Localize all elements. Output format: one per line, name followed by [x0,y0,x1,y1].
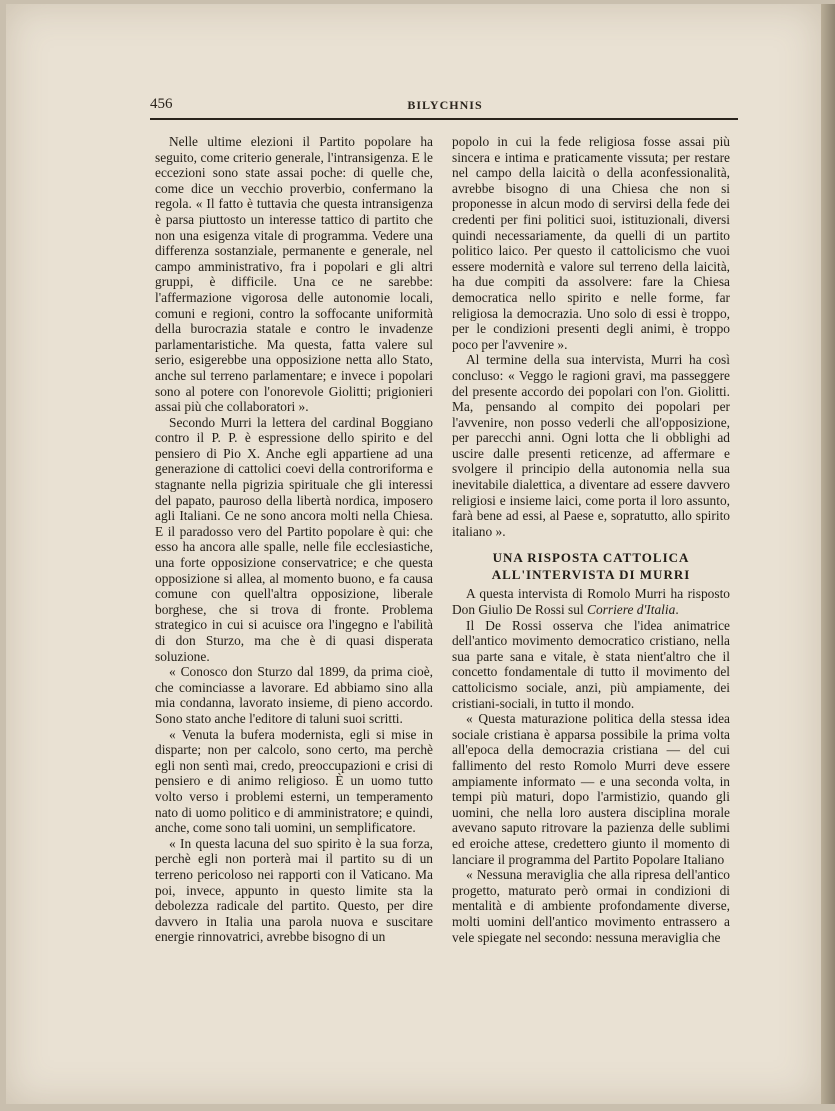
header-rule [150,118,738,120]
running-head: BILYCHNIS [407,98,483,112]
section-title-line: UNA RISPOSTA CATTOLICA [492,550,690,566]
right-column [452,134,730,945]
paragraph: « Nessuna meraviglia che alla ripresa dell'antico progetto, maturato però ormai in condizioni di mentalità e di ambiente profondamente diverse, molti uomini dell'antico movimento entrassero a vele spiegate nel secondo: nessuna meraviglia che [452,867,730,945]
page-header [150,94,740,116]
paragraph: Il De Rossi osserva che l'idea animatrice dell'antico movimento democratico cristiano, nella sua parte sana e vitale, è stata nient'altro che il concetto fondamentale di tutto il movimento del cattolicismo sociale, anzi, più ampiamente, dei cristiani-sociali, in tutto il mondo. [452,617,730,711]
section-title-line: ALL'INTERVISTA DI MURRI [491,567,691,583]
paragraph: Al termine della sua intervista, Murri ha così concluso: « Veggo le ragioni gravi, ma passeggere del presente accordo dei popolari con l'on. Giolitti. Ma, pensando al compito dei popolari per l'avvenire, non posso vederli che all'opposizione, per parecchi anni. Ogni lotta che li obblighi ad uscire dalle presenti reticenze, ad affermare e svolgere il principio della autonomia nella sua inevitabile dialettica, a diventare ad essere davvero religiosi e insieme laici, come porta il loro assunto, farà bene ad essi, al Paese e, sopratutto, allo spirito italiano ». [452,352,730,539]
newspaper-title: Corriere d'Italia [587,602,676,618]
intro-end: . [675,602,679,618]
paragraph: Secondo Murri la lettera del cardinal Boggiano contro il P. P. è espressione dello spirito e del pensiero di Pio X. Anche egli appartiene ad una generazione di cattolici coevi della controriforma e stagnante nella pigrizia spirituale che gli interessi del papato, pauroso della libertà nordica, imposero agli Italiani. Ce ne sono ancora molti nella Chiesa. E il paradosso vero del Partito popolare è qui: che esso ha ancora alle spalle, nelle file ecclesiastiche, una forte opposizione conservatrice; e che questa opposizione si allea, al momento buono, e fa causa comune con quell'altra opposizione, liberale borghese, che si trova di fronte. Problema strategico in cui si acuisce ora l'ingegno e l'abilità di don Sturzo, ma che è di quasi disperata soluzione. [155,414,433,664]
paragraph: « In questa lacuna del suo spirito è la sua forza, perchè egli non porterà mai il partito su di un terreno pericoloso nei rapporti con il Vaticano. Ma poi, invece, appunto in questo limite sta la debolezza radicale del partito. Questo, per dire davvero in Italia una parola nuova e suscitare energie rinnovatrici, avrebbe bisogno di un [155,835,433,945]
intro-text: A questa intervista di Romolo Murri ha risposto Don Giulio De Rossi sul [452,586,730,618]
section-title [452,549,730,583]
page-number: 456 [150,96,173,112]
paragraph: « Questa maturazione politica della stessa idea sociale cristiana è apparsa possibile la prima volta all'epoca della democrazia cristiana — del cui fallimento del resto Romolo Murri deve essere ampiamente informato — e una seconda volta, in tempi più maturi, dopo l'armistizio, quando gli uomini, che nella loro austera disciplina morale avevano saputo ritrovare la pazienza delle sublimi ed eroiche attese, credettero giunto il momento di lanciare il programma del Partito Popolare Italiano [452,711,730,867]
left-column [155,134,433,945]
paragraph: « Conosco don Sturzo dal 1899, da prima cioè, che cominciasse a lavorare. Ed abbiamo sino alla mia condanna, lavorato insieme, di pieno accordo. Sono stato anche l'editore di taluni suoi scritti. [155,664,433,726]
paragraph: « Venuta la bufera modernista, egli si mise in disparte; non per calcolo, sono certo, ma perchè egli non sentì mai, credo, preoccupazioni e crisi di pensiero e di animo religioso. È un uomo tutto volto verso i problemi esterni, un temperamento nato di uomo politico e di amministratore; e quindi, anche, come sono tali uomini, un semplificatore. [155,726,433,836]
paragraph: Nelle ultime elezioni il Partito popolare ha seguito, come criterio generale, l'intransigenza. E le eccezioni sono state assai poche: di quelle che, come dice un vecchio proverbio, confermano la regola. « Il fatto è tuttavia che questa intransigenza è parsa piuttosto un interesse tattico di partito che non una esigenza vitale di programma. Vedere una differenza sostanziale, permanente e generale, nel campo amministrativo, fra i popolari e gli altri gruppi, è difficile. Una ce ne sarebbe: l'affermazione vigorosa delle autonomie locali, comuni e regioni, contro la soffocante uniformità della burocrazia statale e contro le invadenze parlamentaristiche. Ma questa, fatta valere sul serio, esigerebbe una opposizione netta allo Stato, anche sul terreno parlamentare; e invece i popolari sono al potere con l'onorevole Giolitti; prigionieri assai più che collaboratori ». [155,134,433,415]
paragraph [452,586,730,617]
paragraph: popolo in cui la fede religiosa fosse assai più sincera e intima e praticamente vissuta; per restare nel campo della laicità o della aconfessionalità, avrebbe bisogno di una Chiesa che non si proponesse in alcun modo di servirsi della fede dei credenti per fini politici suoi, istituzionali, diversi quindi necessariamente, da quelli di un partito politico laico. Per questo il cattolicismo che vuoi essere modernità e valore sul terreno della laicità, ha due compiti da assolvere: fare la Chiesa democratica nello spirito e nelle forme, far religiosa la democrazia. Uno solo di essi è troppo, per le condizioni presenti degli animi, è troppo poco per l'avvenire ». [452,134,730,352]
